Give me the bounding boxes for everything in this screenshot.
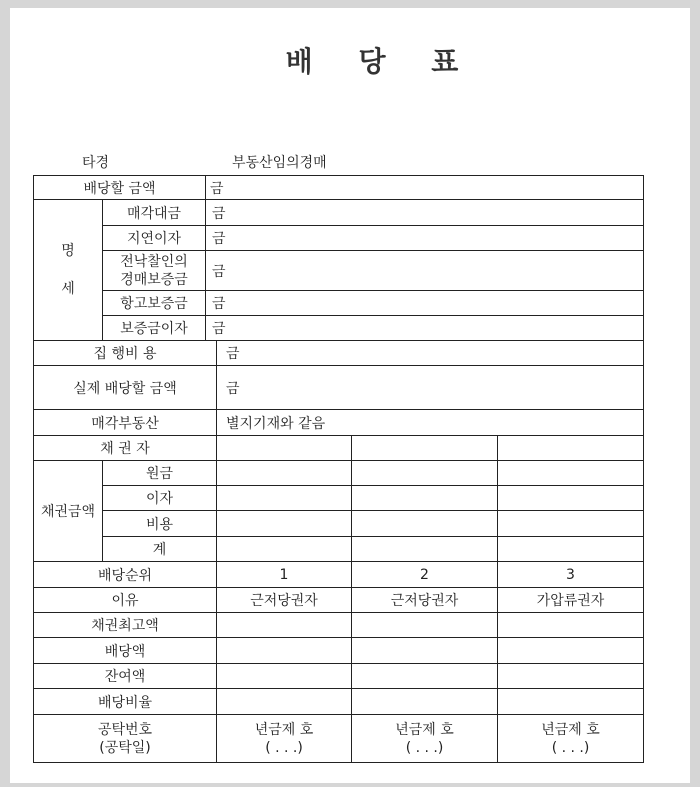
max-claim-label: 채권최고액 xyxy=(34,613,217,638)
actual-amount-row xyxy=(34,366,644,410)
deposit-value-1: 년금제 호 ( . . .) xyxy=(217,715,352,763)
rank-value-1: 1 xyxy=(217,562,352,588)
actual-amount-label: 실제 배당할 금액 xyxy=(34,366,217,410)
dividend-row xyxy=(34,638,644,664)
claim-row xyxy=(34,461,644,486)
distributable-label: 배당할 금액 xyxy=(34,176,206,200)
distributable-value: 금 xyxy=(206,176,644,200)
claim-principal-label: 원금 xyxy=(103,461,217,486)
rank-value-2: 2 xyxy=(352,562,498,588)
deposit-value-2: 년금제 호 ( . . .) xyxy=(352,715,498,763)
claim-cost-label: 비용 xyxy=(103,511,217,537)
details-group-label: 명 세 xyxy=(34,200,103,341)
claim-row xyxy=(34,537,644,562)
dividend-label: 배당액 xyxy=(34,638,217,664)
delay-interest-value: 금 xyxy=(206,226,644,251)
reason-value-3: 가압류권자 xyxy=(498,588,644,613)
property-row xyxy=(34,410,644,436)
delay-interest-label: 지연이자 xyxy=(103,226,206,251)
exec-cost-label: 집 행비 용 xyxy=(34,341,217,366)
claim-interest-label: 이자 xyxy=(103,486,217,511)
case-number-label: 타경 xyxy=(82,155,110,171)
ratio-label: 배당비율 xyxy=(34,689,217,715)
deposit-value-3: 년금제 호 ( . . .) xyxy=(498,715,644,763)
creditor-label: 채 권 자 xyxy=(34,436,217,461)
rank-value-3: 3 xyxy=(498,562,644,588)
deposit-interest-value: 금 xyxy=(206,316,644,341)
prior-deposit-value: 금 xyxy=(206,251,644,291)
deposit-row xyxy=(34,715,644,763)
deposit-interest-label: 보증금이자 xyxy=(103,316,206,341)
reason-label: 이유 xyxy=(34,588,217,613)
rank-label: 배당순위 xyxy=(34,562,217,588)
balance-label: 잔여액 xyxy=(34,664,217,689)
creditor-row xyxy=(34,436,644,461)
reason-value-2: 근저당권자 xyxy=(352,588,498,613)
document-title: 배 당 표 xyxy=(285,45,477,78)
creditor-cell-1 xyxy=(217,436,352,461)
exec-cost-value: 금 xyxy=(217,341,644,366)
sale-price-value: 금 xyxy=(206,200,644,226)
balance-row xyxy=(34,664,644,689)
sale-price-label: 매각대금 xyxy=(103,200,206,226)
max-claim-row xyxy=(34,613,644,638)
detail-row xyxy=(34,316,644,341)
claim-row xyxy=(34,511,644,537)
rank-row xyxy=(34,562,644,588)
case-type: 부동산임의경매 xyxy=(232,155,327,171)
appeal-deposit-value: 금 xyxy=(206,291,644,316)
creditor-cell-3 xyxy=(498,436,644,461)
detail-row xyxy=(34,291,644,316)
actual-amount-value: 금 xyxy=(217,366,644,410)
property-label: 매각부동산 xyxy=(34,410,217,436)
claim-group-label: 채권금액 xyxy=(34,461,103,562)
distributable-row xyxy=(34,176,644,200)
distribution-table xyxy=(33,175,644,763)
appeal-deposit-label: 항고보증금 xyxy=(103,291,206,316)
detail-row xyxy=(34,226,644,251)
claim-total-label: 계 xyxy=(103,537,217,562)
property-value: 별지기재와 같음 xyxy=(217,410,644,436)
reason-row xyxy=(34,588,644,613)
prior-deposit-label: 전낙찰인의 경매보증금 xyxy=(103,251,206,291)
creditor-cell-2 xyxy=(352,436,498,461)
detail-row xyxy=(34,251,644,291)
detail-row xyxy=(34,200,644,226)
exec-cost-row xyxy=(34,341,644,366)
ratio-row xyxy=(34,689,644,715)
deposit-label: 공탁번호 (공탁일) xyxy=(34,715,217,763)
reason-value-1: 근저당권자 xyxy=(217,588,352,613)
claim-row xyxy=(34,486,644,511)
